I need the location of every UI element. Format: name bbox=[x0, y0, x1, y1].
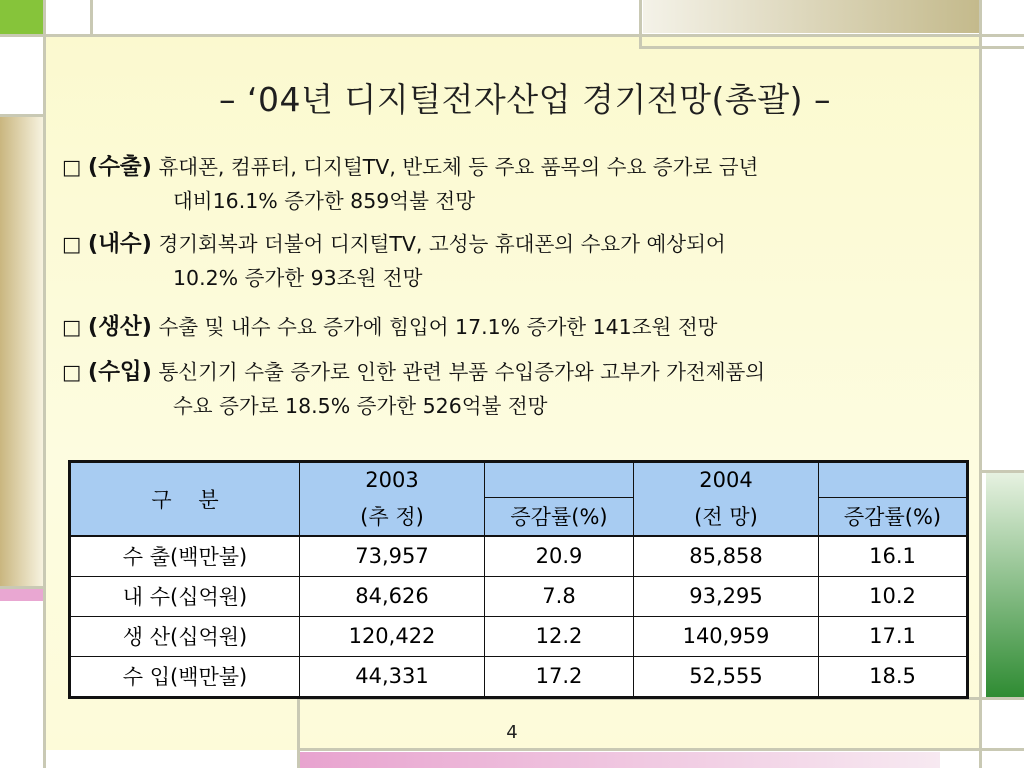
value-2003: 73,957 bbox=[300, 536, 485, 577]
corner-green-block bbox=[0, 0, 43, 35]
outlook-table bbox=[68, 460, 969, 699]
row-label: 내 수(십억원) bbox=[70, 576, 300, 616]
bullet-box: □ bbox=[62, 360, 82, 384]
rate-2003: 12.2 bbox=[485, 616, 634, 656]
frame-line bbox=[639, 0, 642, 48]
paragraph-line: 수요 증가로 18.5% 증가한 526억불 전망 bbox=[173, 394, 548, 418]
table-row bbox=[70, 656, 968, 697]
frame-line bbox=[979, 470, 1024, 473]
row-label: 생 산(십억원) bbox=[70, 616, 300, 656]
rate-2004: 18.5 bbox=[819, 656, 968, 697]
frame-line bbox=[297, 748, 1024, 751]
header-2004-sub: (전 망) bbox=[634, 498, 819, 536]
frame-line bbox=[639, 46, 1024, 49]
bottom-pink-strip bbox=[300, 752, 940, 768]
rate-2004: 10.2 bbox=[819, 576, 968, 616]
frame-line bbox=[0, 34, 1024, 37]
top-right-tan-block bbox=[643, 0, 979, 33]
value-2004: 93,295 bbox=[634, 576, 819, 616]
table-row bbox=[70, 616, 968, 656]
table-row bbox=[70, 536, 968, 577]
bullet-box: □ bbox=[62, 315, 82, 339]
frame-line bbox=[0, 586, 46, 589]
rate-2003: 17.2 bbox=[485, 656, 634, 697]
header-2003-year: 2003 bbox=[300, 462, 485, 498]
value-2003: 84,626 bbox=[300, 576, 485, 616]
rate-2004: 17.1 bbox=[819, 616, 968, 656]
frame-line bbox=[90, 0, 93, 37]
paragraph-lead: (수입) bbox=[87, 359, 152, 385]
rate-2003: 20.9 bbox=[485, 536, 634, 577]
value-2003: 44,331 bbox=[300, 656, 485, 697]
page-number: 4 bbox=[506, 722, 518, 743]
header-2003-sub: (추 정) bbox=[300, 498, 485, 536]
frame-line bbox=[979, 0, 982, 768]
left-pink-strip bbox=[0, 589, 44, 601]
value-2004: 85,858 bbox=[634, 536, 819, 577]
paragraph-line: 경기회복과 더불어 디지털TV, 고성능 휴대폰의 수요가 예상되어 bbox=[158, 232, 726, 256]
header-rate-spacer bbox=[485, 462, 634, 498]
header-rate-2004: 증감률(%) bbox=[819, 498, 968, 536]
paragraph-line: 통신기기 수출 증가로 인한 관련 부품 수입증가와 고부가 가전제품의 bbox=[158, 360, 766, 384]
value-2004: 52,555 bbox=[634, 656, 819, 697]
paragraph-line: 휴대폰, 컴퓨터, 디지털TV, 반도체 등 주요 품목의 수요 증가로 금년 bbox=[158, 155, 759, 179]
row-label: 수 출(백만불) bbox=[70, 536, 300, 577]
bullet-box: □ bbox=[62, 155, 82, 179]
paragraph-export bbox=[62, 150, 962, 218]
header-category: 구 분 bbox=[70, 462, 300, 536]
paragraph-line: 대비16.1% 증가한 859억불 전망 bbox=[173, 189, 476, 213]
paragraph-lead: (생산) bbox=[87, 314, 152, 340]
value-2004: 140,959 bbox=[634, 616, 819, 656]
header-rate-2003: 증감률(%) bbox=[485, 498, 634, 536]
frame-line bbox=[0, 114, 46, 117]
rate-2003: 7.8 bbox=[485, 576, 634, 616]
paragraph-production bbox=[62, 310, 962, 344]
row-label: 수 입(백만불) bbox=[70, 656, 300, 697]
frame-line bbox=[297, 698, 300, 768]
table-row bbox=[70, 576, 968, 616]
paragraph-line: 수출 및 내수 수요 증가에 힘입어 17.1% 증가한 141조원 전망 bbox=[158, 315, 718, 339]
slide-title: – ‘04년 디지털전자산업 경기전망(총괄) – bbox=[219, 80, 831, 119]
value-2003: 120,422 bbox=[300, 616, 485, 656]
paragraph-import bbox=[62, 355, 962, 423]
paragraph-lead: (수출) bbox=[87, 154, 152, 180]
paragraph-lead: (내수) bbox=[87, 231, 152, 257]
rate-2004: 16.1 bbox=[819, 536, 968, 577]
header-2004-year: 2004 bbox=[634, 462, 819, 498]
right-green-bar bbox=[986, 470, 1024, 698]
bullet-box: □ bbox=[62, 232, 82, 256]
paragraph-line: 10.2% 증가한 93조원 전망 bbox=[173, 266, 423, 290]
paragraph-domestic bbox=[62, 227, 962, 295]
header-rate-spacer bbox=[819, 462, 968, 498]
left-tan-bar bbox=[0, 116, 44, 590]
